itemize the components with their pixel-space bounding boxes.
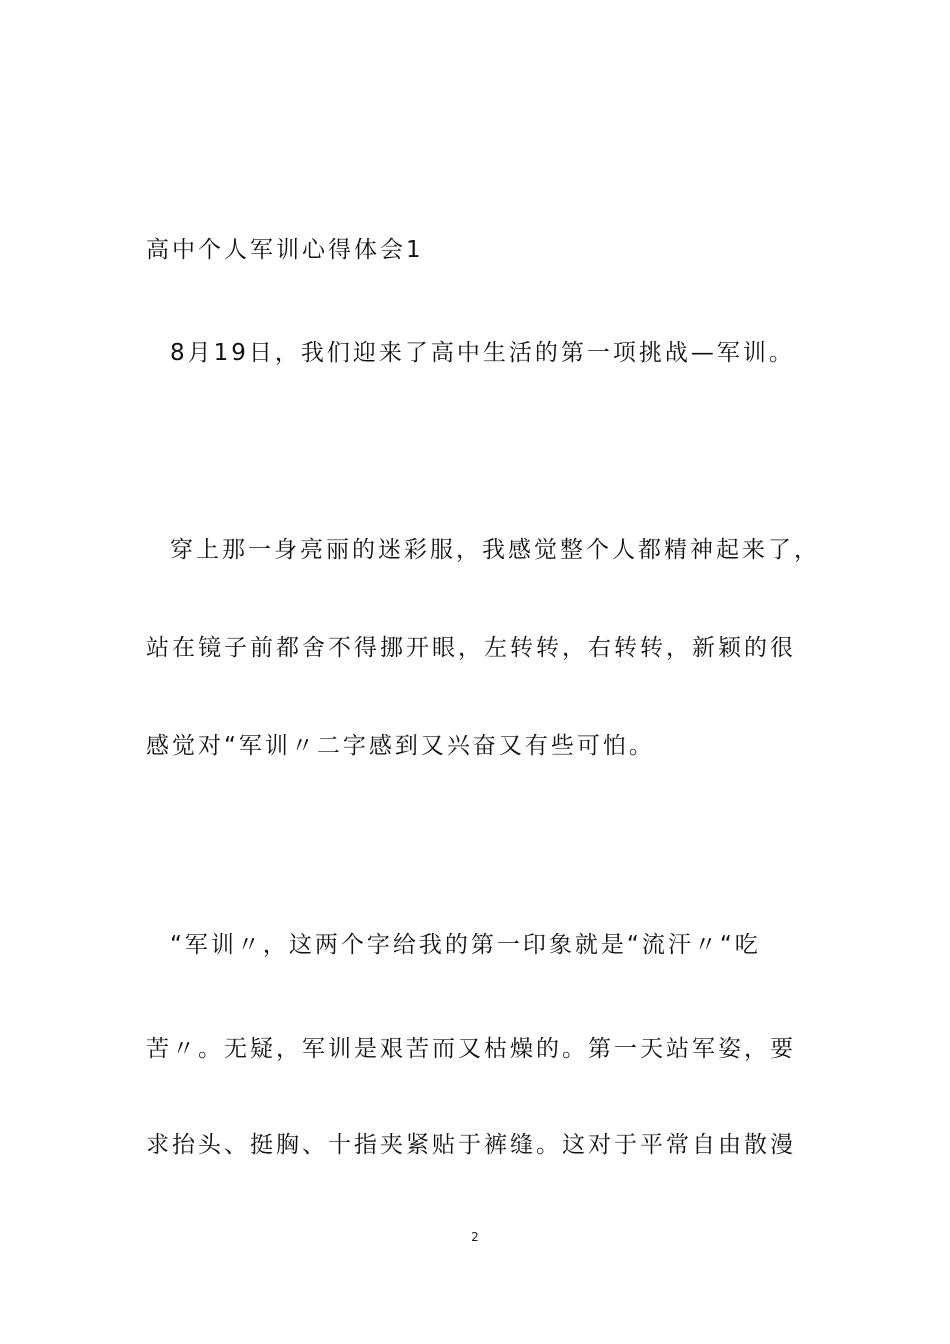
document-title: 高中个人军训心得体会1 (146, 237, 424, 263)
paragraph-1-line-1: 8月19日，我们迎来了高中生活的第一项挑战—军训。 (170, 340, 795, 366)
paragraph-3-line-1: “军训〃，这两个字给我的第一印象就是“流汗〃“吃 (170, 932, 761, 958)
paragraph-2-line-1: 穿上那一身亮丽的迷彩服，我感觉整个人都精神起来了， (170, 537, 820, 563)
page-number: 2 (471, 1230, 479, 1244)
paragraph-3-line-2: 苦〃。无疑，军训是艰苦而又枯燥的。第一天站军姿，要 (146, 1036, 796, 1062)
paragraph-2-line-3: 感觉对“军训〃二字感到又兴奋又有些可怕。 (146, 733, 655, 759)
paragraph-2-line-2: 站在镜子前都舍不得挪开眼，左转转，右转转，新颖的很 (146, 635, 796, 661)
paragraph-3-line-3: 求抬头、挺胸、十指夹紧贴于裤缝。这对于平常自由散漫 (146, 1132, 796, 1158)
